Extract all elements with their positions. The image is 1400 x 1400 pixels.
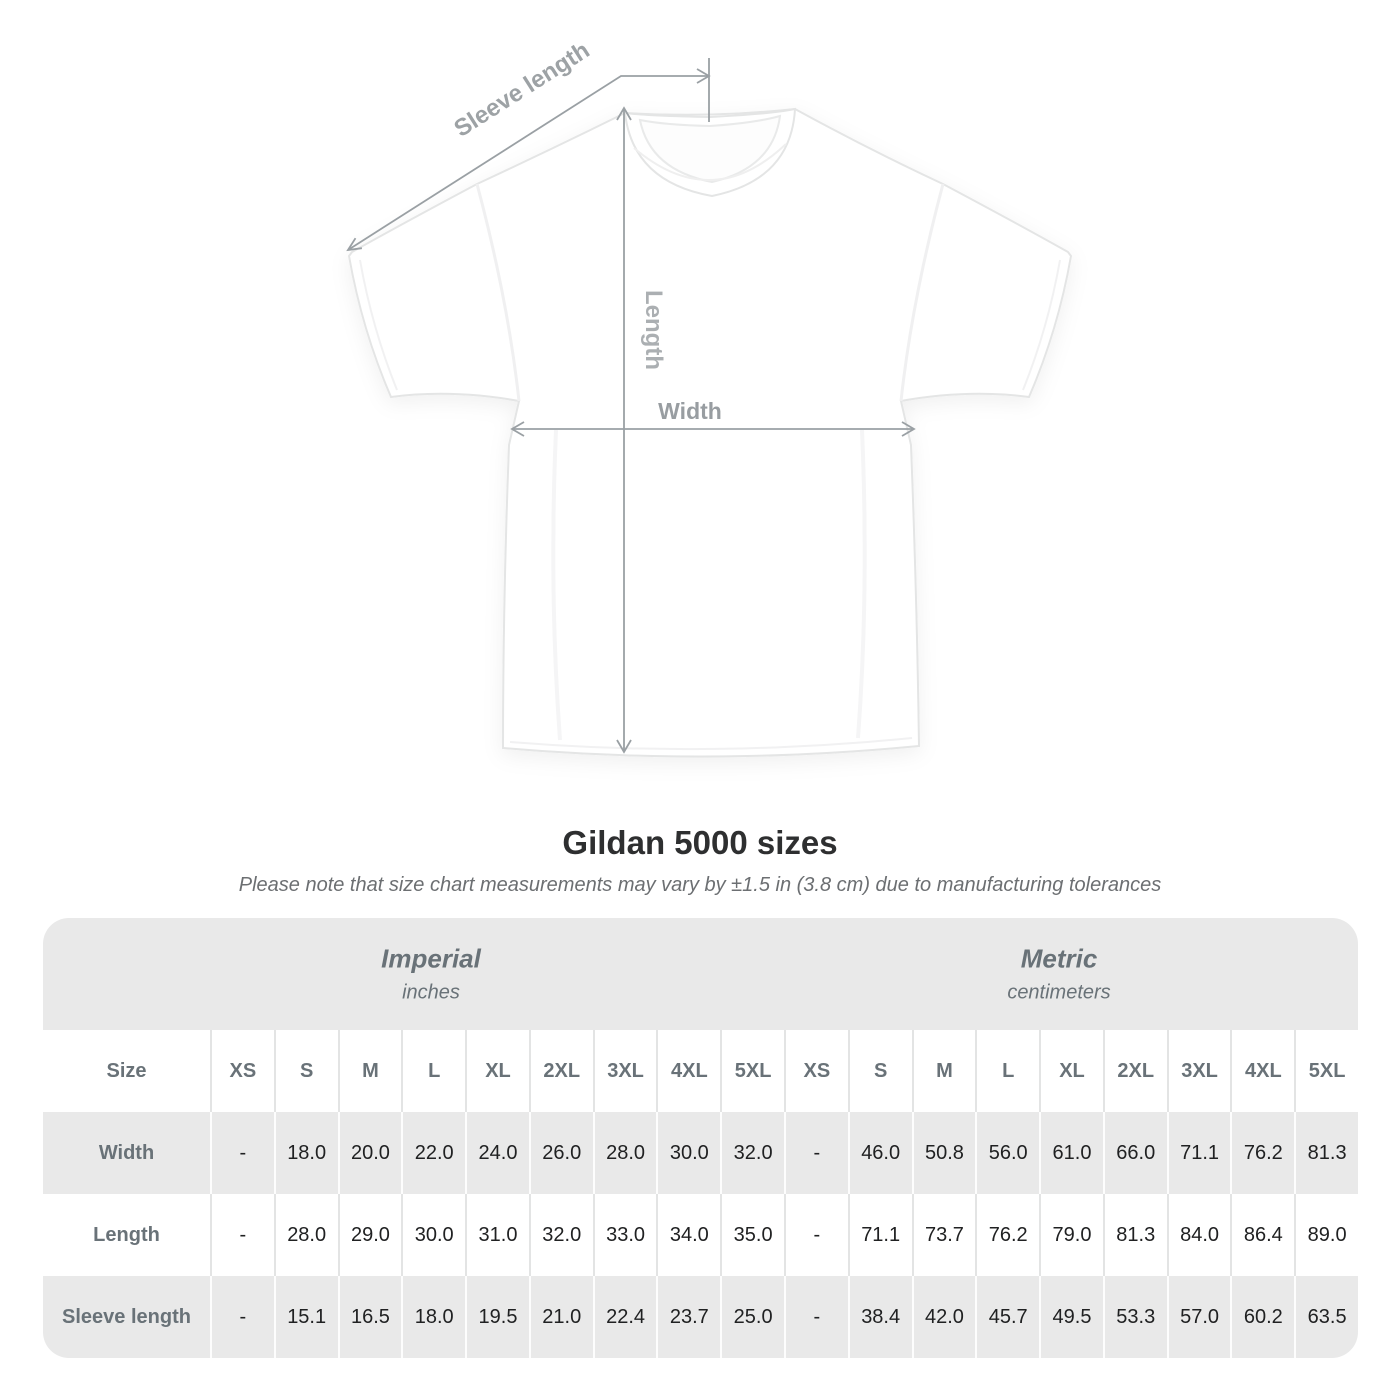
- cell-value: 42.0: [912, 1276, 976, 1358]
- cell-value: 61.0: [1039, 1112, 1103, 1194]
- imperial-group-header: [381, 944, 481, 1005]
- cell-value: 22.0: [401, 1112, 465, 1194]
- imperial-label: Imperial: [381, 943, 481, 974]
- cell-value: 29.0: [338, 1194, 402, 1276]
- cell-value: 33.0: [593, 1194, 657, 1276]
- table-row: [43, 1112, 1358, 1194]
- cell-value: 22.4: [593, 1276, 657, 1358]
- size-column-header: L: [975, 1030, 1039, 1112]
- size-column-header: XL: [465, 1030, 529, 1112]
- size-column-header: L: [401, 1030, 465, 1112]
- size-column-header: 3XL: [1167, 1030, 1231, 1112]
- row-label: Width: [98, 1141, 155, 1164]
- cell-value: 81.3: [1294, 1112, 1358, 1194]
- cell-value: -: [210, 1112, 274, 1194]
- cell-value: 19.5: [465, 1276, 529, 1358]
- size-column-header: 3XL: [593, 1030, 657, 1112]
- cell-value: -: [784, 1276, 848, 1358]
- cell-value: 89.0: [1294, 1194, 1358, 1276]
- cell-value: -: [784, 1194, 848, 1276]
- cell-value: 50.8: [912, 1112, 976, 1194]
- cell-value: -: [210, 1194, 274, 1276]
- cell-value: 46.0: [848, 1112, 912, 1194]
- size-column-header: XS: [784, 1030, 848, 1112]
- cell-value: 15.1: [274, 1276, 338, 1358]
- cell-value: 49.5: [1039, 1276, 1103, 1358]
- table-row: [43, 1194, 1358, 1276]
- cell-value: 71.1: [1167, 1112, 1231, 1194]
- cell-value: 26.0: [529, 1112, 593, 1194]
- size-column-header: XL: [1039, 1030, 1103, 1112]
- sleeve-arrowhead-end: [348, 238, 362, 250]
- table-row: [43, 1030, 1358, 1112]
- cell-value: 66.0: [1103, 1112, 1167, 1194]
- cell-value: 18.0: [274, 1112, 338, 1194]
- cell-value: 21.0: [529, 1276, 593, 1358]
- cell-value: 35.0: [720, 1194, 784, 1276]
- length-label: Length: [640, 290, 667, 370]
- row-label: Sleeve length: [62, 1305, 191, 1328]
- size-column-header: XS: [210, 1030, 274, 1112]
- size-column-header: 5XL: [1294, 1030, 1358, 1112]
- cell-value: -: [210, 1276, 274, 1358]
- cell-value: 71.1: [848, 1194, 912, 1276]
- size-column-header: 2XL: [529, 1030, 593, 1112]
- size-header: Size: [106, 1059, 147, 1082]
- cell-value: 76.2: [975, 1194, 1039, 1276]
- width-label: Width: [658, 398, 722, 424]
- cell-value: 73.7: [912, 1194, 976, 1276]
- tshirt-body: [349, 109, 1071, 757]
- tshirt-illustration: [349, 109, 1071, 757]
- size-column-header: 4XL: [656, 1030, 720, 1112]
- cell-value: 53.3: [1103, 1276, 1167, 1358]
- imperial-unit-label: inches: [402, 981, 460, 1004]
- cell-value: 63.5: [1294, 1276, 1358, 1358]
- cell-value: 31.0: [465, 1194, 529, 1276]
- cell-value: 32.0: [529, 1194, 593, 1276]
- cell-value: 24.0: [465, 1112, 529, 1194]
- size-column-header: S: [848, 1030, 912, 1112]
- cell-value: 16.5: [338, 1276, 402, 1358]
- cell-value: 86.4: [1230, 1194, 1294, 1276]
- cell-value: 30.0: [401, 1194, 465, 1276]
- size-column-header: 4XL: [1230, 1030, 1294, 1112]
- cell-value: 32.0: [720, 1112, 784, 1194]
- page-title: Gildan 5000 sizes: [562, 824, 838, 861]
- cell-value: 81.3: [1103, 1194, 1167, 1276]
- cell-value: 23.7: [656, 1276, 720, 1358]
- size-table: [43, 918, 1358, 1358]
- cell-value: 25.0: [720, 1276, 784, 1358]
- tolerance-note: Please note that size chart measurements may vary by ±1.5 in (3.8 cm) due to manufacturing tolerances: [238, 874, 1162, 896]
- size-column-header: 2XL: [1103, 1030, 1167, 1112]
- metric-label: Metric: [1020, 943, 1098, 974]
- size-column-header: S: [274, 1030, 338, 1112]
- cell-value: 34.0: [656, 1194, 720, 1276]
- cell-value: 56.0: [975, 1112, 1039, 1194]
- cell-value: 20.0: [338, 1112, 402, 1194]
- cell-value: 38.4: [848, 1276, 912, 1358]
- size-column-header: 5XL: [720, 1030, 784, 1112]
- cell-value: 84.0: [1167, 1194, 1231, 1276]
- cell-value: 79.0: [1039, 1194, 1103, 1276]
- cell-value: 28.0: [274, 1194, 338, 1276]
- cell-value: 76.2: [1230, 1112, 1294, 1194]
- cell-value: 18.0: [401, 1276, 465, 1358]
- table-row: [43, 1276, 1358, 1358]
- row-label: Length: [93, 1223, 160, 1246]
- cell-value: 30.0: [656, 1112, 720, 1194]
- cell-value: 60.2: [1230, 1276, 1294, 1358]
- cell-value: 28.0: [593, 1112, 657, 1194]
- cell-value: 57.0: [1167, 1276, 1231, 1358]
- table-header-band: [43, 918, 1358, 1030]
- cell-value: -: [784, 1112, 848, 1194]
- cell-value: 45.7: [975, 1276, 1039, 1358]
- size-column-header: M: [338, 1030, 402, 1112]
- sleeve-length-label: Sleeve length: [449, 36, 595, 143]
- metric-group-header: [1007, 944, 1110, 1005]
- size-table-grid: [43, 1030, 1358, 1358]
- size-column-header: M: [912, 1030, 976, 1112]
- metric-unit-label: centimeters: [1007, 981, 1111, 1004]
